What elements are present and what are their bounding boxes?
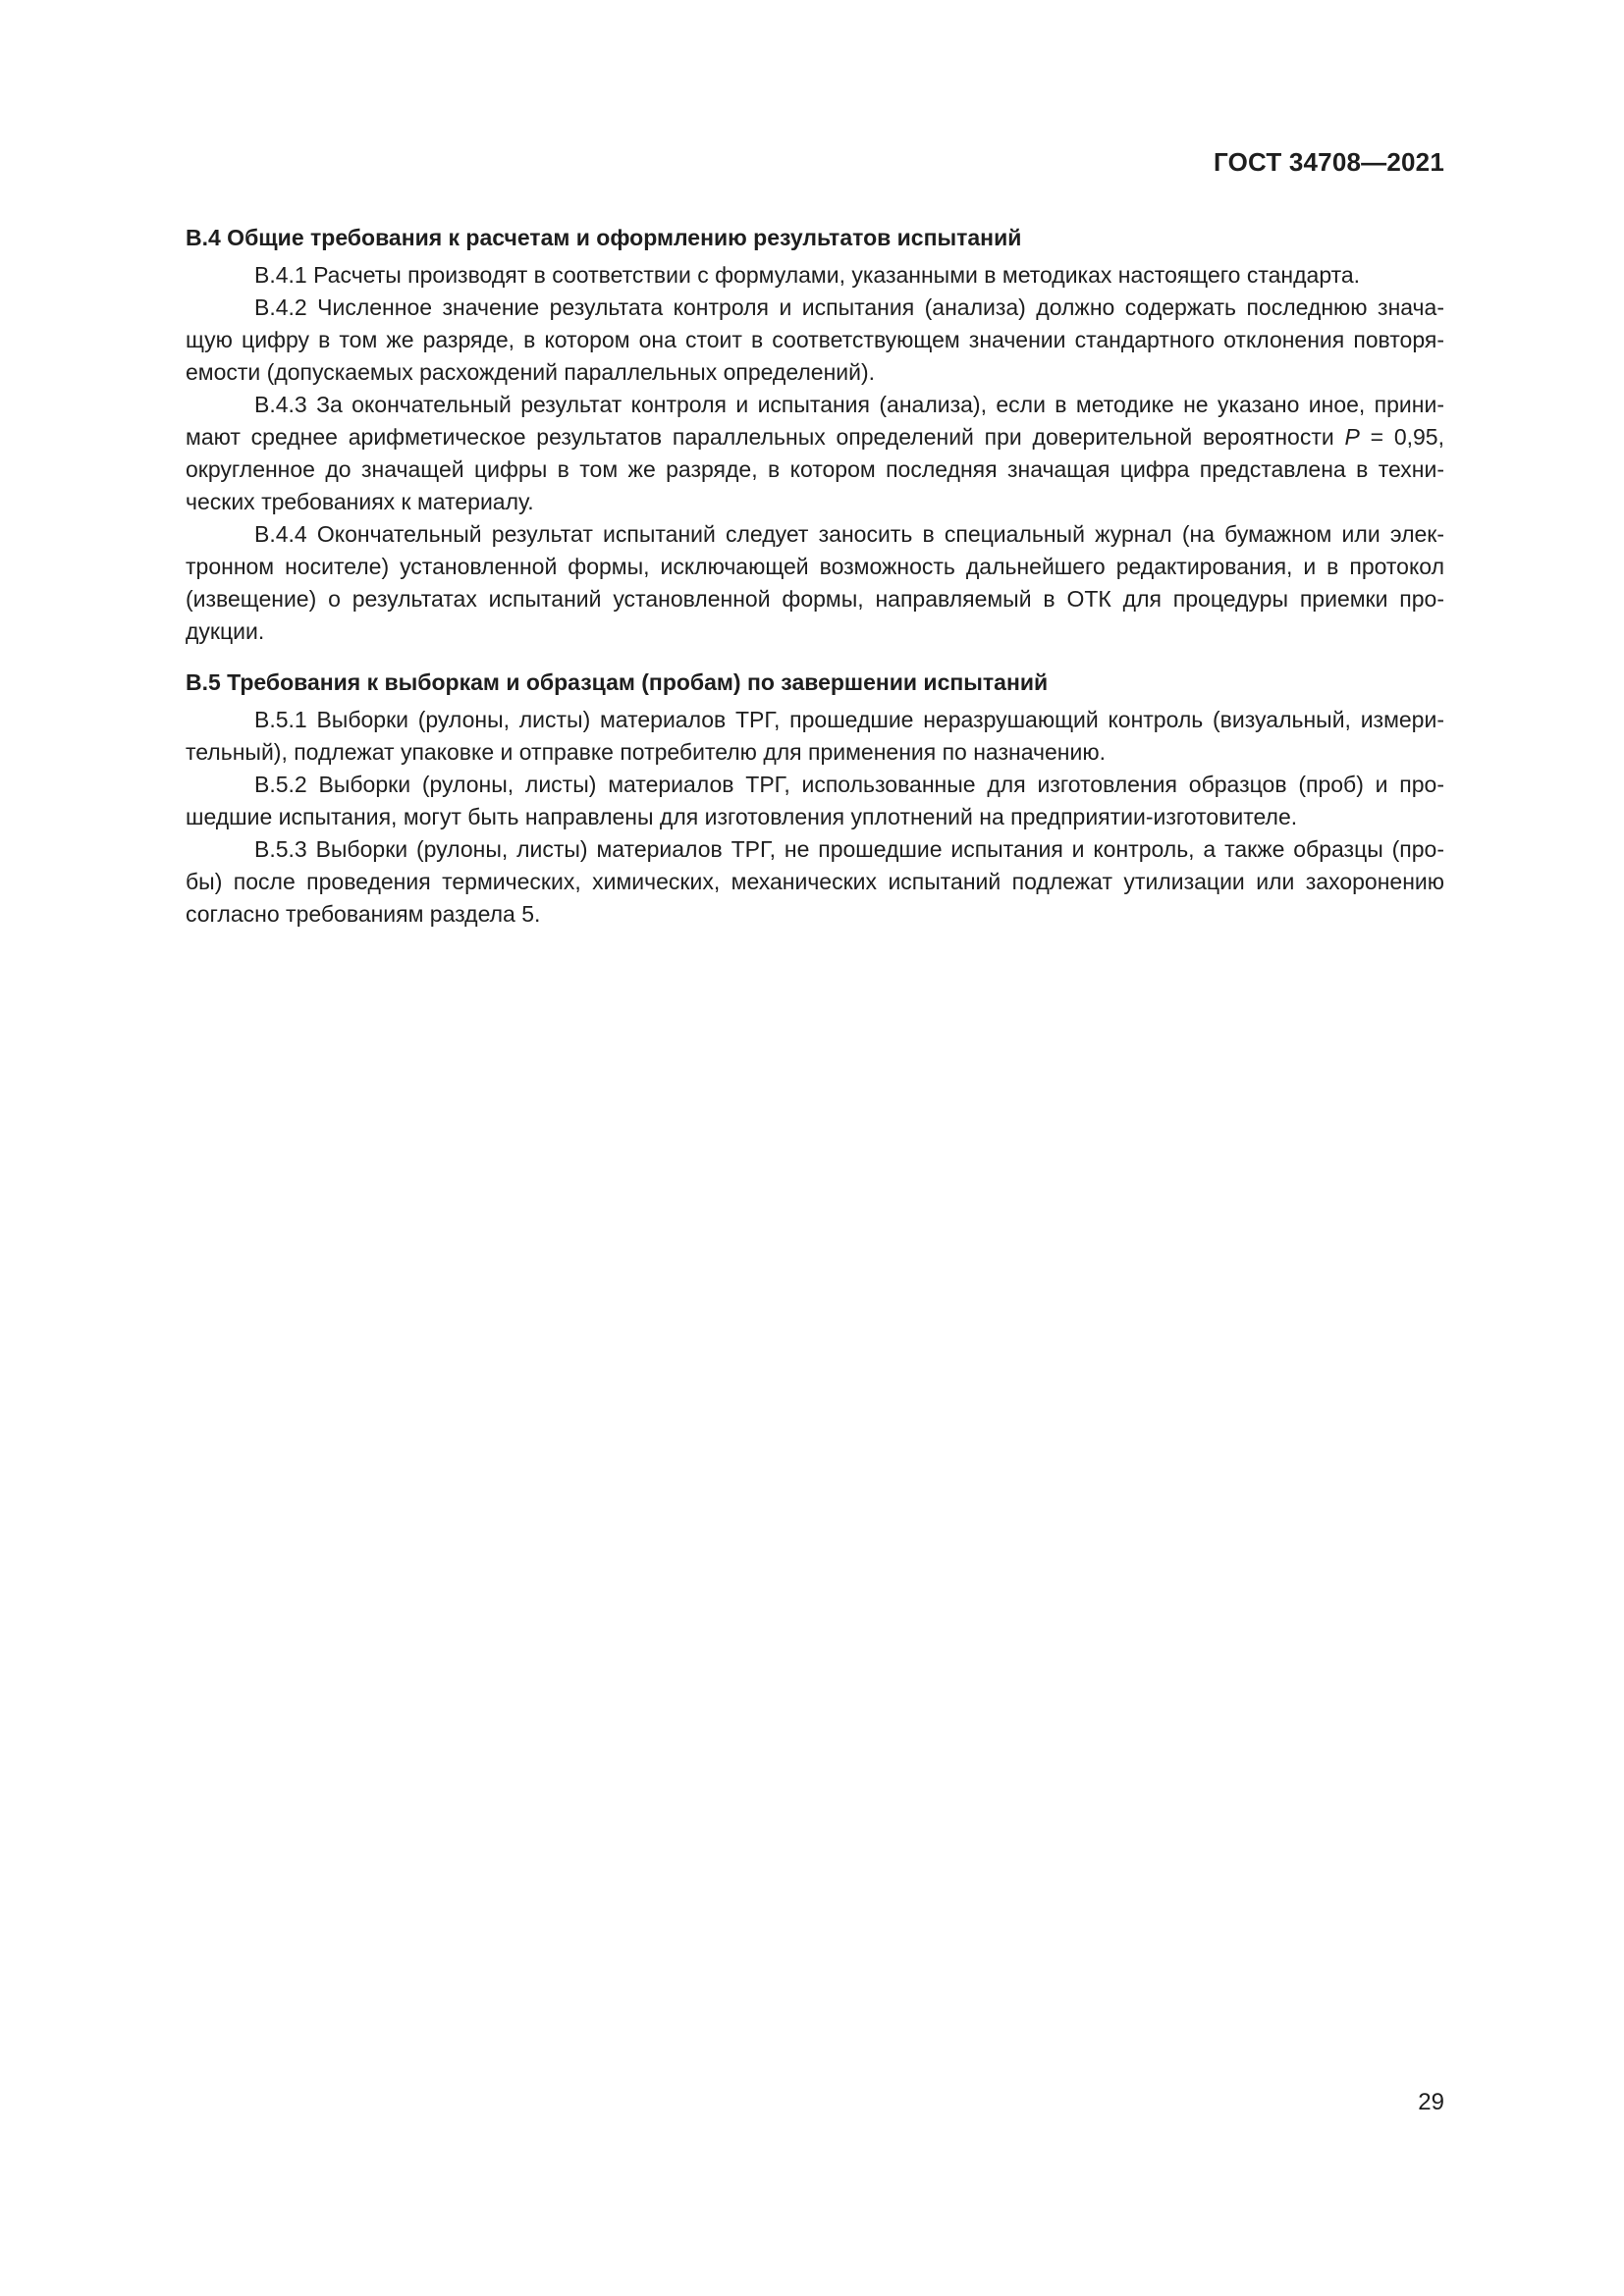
paragraph-b4-3 (117, 389, 1444, 518)
paragraph-line: (извещение) о результатах испытаний установленной формы, направляемый в ОТК для процедуры приемки про- (186, 586, 1444, 612)
paragraph-line: согласно требованиям раздела 5. (186, 901, 541, 927)
paragraph-line: дукции. (186, 618, 265, 644)
paragraph-b5-2 (117, 769, 1444, 833)
paragraph-line: ческих требованиях к материалу. (186, 489, 534, 514)
paragraph-line: В.5.3 Выборки (рулоны, листы) материалов ТРГ, не прошедшие испытания и контроль, а также образцы (про- (254, 836, 1444, 862)
paragraph-text: = 0,95, (1359, 424, 1444, 450)
paragraph-line: тронном носителе) установленной формы, исключающей возможность дальнейшего редактирования, и в протокол (186, 554, 1444, 579)
paragraph-line: емости (допускаемых расхождений параллельных определений). (186, 359, 876, 385)
paragraph-text: мают среднее арифметическое результатов параллельных определений при доверительной вероятности (186, 424, 1345, 450)
paragraph-line: В.4.3 За окончательный результат контроля и испытания (анализа), если в методике не указано иное, прини- (254, 392, 1444, 417)
paragraph-line: шедшие испытания, могут быть направлены для изготовления уплотнений на предприятии-изготовителе. (186, 804, 1298, 829)
page-number: 29 (1418, 2089, 1444, 2115)
paragraph-b4-2 (117, 292, 1444, 389)
variable-p: P (1344, 424, 1360, 450)
paragraph-line: тельный), подлежат упаковке и отправке потребителю для применения по назначению. (186, 739, 1106, 765)
paragraph-b4-4 (117, 518, 1444, 648)
paragraph-line: бы) после проведения термических, химических, механических испытаний подлежат утилизации или захоронению (186, 869, 1444, 894)
paragraph-line: В.4.4 Окончательный результат испытаний следует заносить в специальный журнал (на бумажном или элек- (254, 521, 1444, 547)
paragraph-line-with-variable (117, 421, 1444, 454)
paragraph-b5-3 (117, 833, 1444, 931)
section-title-b4: В.4 Общие требования к расчетам и оформлению результатов испытаний (186, 225, 1022, 250)
paragraph-line: щую цифру в том же разряде, в котором она стоит в соответствующем значении стандартного отклонения повторя- (186, 327, 1444, 352)
paragraph-line: В.5.2 Выборки (рулоны, листы) материалов ТРГ, использованные для изготовления образцов (проб) и про- (254, 772, 1444, 797)
paragraph-line: округленное до значащей цифры в том же разряде, в котором последняя значащая цифра представлена в техни- (186, 456, 1444, 482)
paragraph-line: В.5.1 Выборки (рулоны, листы) материалов ТРГ, прошедшие неразрушающий контроль (визуальный, измери- (254, 707, 1444, 732)
paragraph-line: В.4.1 Расчеты производят в соответствии с формулами, указанными в методиках настоящего стандарта. (254, 262, 1361, 288)
document-body (117, 222, 1444, 931)
document-code: ГОСТ 34708—2021 (1214, 147, 1444, 177)
paragraph-b5-1 (117, 704, 1444, 769)
section-title-b5: В.5 Требования к выборкам и образцам (пробам) по завершении испытаний (186, 669, 1049, 695)
paragraph-line: В.4.2 Численное значение результата контроля и испытания (анализа) должно содержать последнюю знача- (254, 294, 1444, 320)
paragraph-b4-1 (117, 259, 1444, 292)
section-gap (117, 648, 1444, 667)
